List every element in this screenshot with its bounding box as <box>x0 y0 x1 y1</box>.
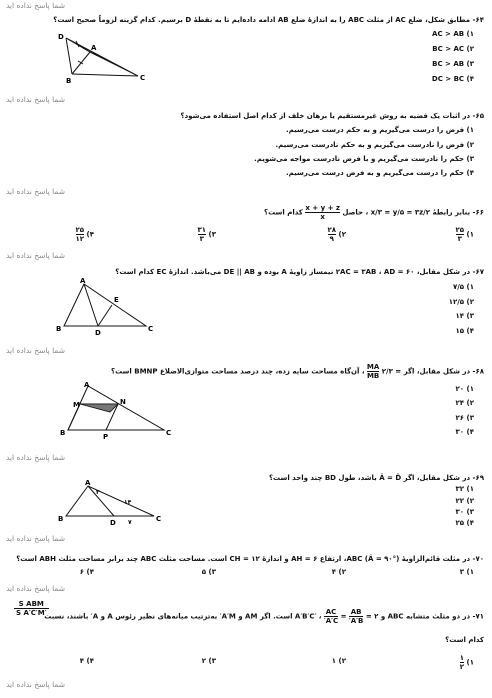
q66-option-1[interactable]: ۱) $\frac{۲۵}{۳}$ <box>455 226 474 243</box>
q65-option-2[interactable]: ۲) فرض را نادرست می‌گیریم و به حکم نادرست می‌رسیم. <box>275 141 474 149</box>
q68-label-c: C <box>166 429 172 437</box>
q69-label-d: D <box>110 519 116 527</box>
q65-option-1[interactable]: ۱) فرض را درست می‌گیریم و به حکم درست می‌رسیم. <box>285 126 474 134</box>
q71-text-pre: ۷۱- در دو مثلث متشابه ABC و A′B′C′ ، <box>294 612 484 621</box>
q71-option-4[interactable]: ۴) ۴ <box>79 657 94 665</box>
no-answer-note: شما پاسخ نداده اید <box>6 1 66 10</box>
q67-label-d: D <box>95 329 101 337</box>
q65-option-4[interactable]: ۴) حکم را درست می‌گیریم و به فرض درست می‌رسیم. <box>285 169 474 177</box>
q66-option-2[interactable]: ۲) $\frac{۲۸}{۹}$ <box>327 226 346 243</box>
q69-option-4[interactable]: ۴) ۲۵ <box>455 519 474 527</box>
q71-option-3[interactable]: ۳) ۲ <box>201 657 216 665</box>
q68-ratio-value: = ۲/۳ <box>381 367 402 376</box>
q68-text-pre: ۶۸- در شکل مقابل، اگر <box>403 367 484 376</box>
q69-option-1[interactable]: ۱) ۳۲ <box>455 485 474 493</box>
no-answer-note: شما پاسخ نداده اید <box>6 95 66 104</box>
question-70-text: ۷۰- در مثلث قائم‌الزاویهٔ ABC (Â = ۹۰°)، ارتفاع AH = ۶ و اندازهٔ CH = ۱۲ است. مساحت مثلث ABC چند برابر مساحت مثلث ABH است؟ <box>16 555 484 563</box>
q68-label-b: B <box>60 429 66 437</box>
q69-triangle-figure <box>58 479 168 528</box>
q67-label-b: B <box>56 325 62 333</box>
no-answer-note: شما پاسخ نداده اید <box>6 534 66 543</box>
q69-label-c: C <box>156 515 162 523</box>
q68-option-3[interactable]: ۳) ۲۶ <box>455 414 474 422</box>
q64-label-b: B <box>66 77 72 85</box>
q64-label-a: A <box>91 44 97 52</box>
q71-ratio-ac: $\frac{AC}{A'C'}$ <box>323 608 339 625</box>
q71-ratio-ab: $\frac{AB}{A'B'}$ <box>348 608 364 625</box>
question-71-text: ۷۱- در دو مثلث متشابه ABC و A′B′C′ ، $\frac{AC}{A'C'}$ = $\frac{AB}{A'B'}$ = ۲ است. اگر AM و A′M′ به‌ترتیب میانه‌های نظیر رئوس A و A′ باشند، نسبت <box>44 608 484 625</box>
q66-relation: x/۳ = y/۵ = ۳z/۲ <box>370 208 431 217</box>
question-67-text: ۶۷- در شکل مقابل، ۶۰ = ۲AC = ۳AB ، AD نیمساز زاویهٔ A بوده و DE || AB می‌باشد. اندازهٔ EC کدام است؟ <box>115 268 484 276</box>
q64-option-1[interactable]: ۱) AC > AB <box>432 30 474 38</box>
q66-text-mid: ، حاصل <box>342 208 369 217</box>
question-69-text: ۶۹- در شکل مقابل، اگر Â = D̂ باشد، طول BD چند واحد است؟ <box>268 474 484 482</box>
q67-label-a: A <box>80 277 86 285</box>
q69-label-14: ۱۴ <box>124 499 132 506</box>
q71-question-tail: کدام است؟ <box>445 636 484 644</box>
q67-label-c: C <box>148 325 154 333</box>
q68-option-4[interactable]: ۴) ۳۰ <box>455 428 474 436</box>
question-65-text: ۶۵- در اثبات یک قضیه به روش غیرمستقیم یا برهان خلف از کدام اصل استفاده می‌شود؟ <box>180 112 484 120</box>
q66-text-post: کدام است؟ <box>264 208 303 217</box>
q66-option-3[interactable]: ۳) $\frac{۳۱}{۳}$ <box>197 226 216 243</box>
q67-option-1[interactable]: ۱) ۷/۵ <box>452 283 474 291</box>
q68-option-1[interactable]: ۱) ۲۰ <box>455 385 474 393</box>
no-answer-note: شما پاسخ نداده اید <box>6 453 66 462</box>
q64-label-c: C <box>140 74 146 82</box>
q70-option-2[interactable]: ۲) ۴ <box>331 568 346 576</box>
q67-option-4[interactable]: ۴) ۱۵ <box>455 327 474 335</box>
q69-label-angle: ۲ <box>96 489 100 496</box>
q71-ratio-value: = ۲ <box>365 612 379 621</box>
q71-option-1[interactable]: ۱) $\frac{۱}{۲}$ <box>459 654 474 671</box>
q64-option-3[interactable]: ۳) BC > AB <box>432 60 474 68</box>
q64-option-4[interactable]: ۴) DC > BC <box>431 75 474 83</box>
q67-option-3[interactable]: ۳) ۱۴ <box>455 312 474 320</box>
q68-label-n: N <box>120 398 126 406</box>
q71-area-ratio: S ABM S A′C′M′ <box>16 600 47 617</box>
question-66-text <box>264 204 484 221</box>
q68-parallelogram-figure <box>60 382 172 444</box>
q67-option-2[interactable]: ۲) ۱۲/۵ <box>448 298 474 306</box>
q69-label-b: B <box>58 515 64 523</box>
q66-option-4[interactable]: ۴) $\frac{۲۵}{۱۲}$ <box>75 226 94 243</box>
q67-triangle-figure <box>56 277 156 337</box>
q64-option-2[interactable]: ۲) BC > AC <box>432 45 474 53</box>
q68-option-2[interactable]: ۲) ۲۴ <box>455 399 474 407</box>
q71-text-post: است. اگر AM و A′M′ به‌ترتیب میانه‌های نظیر رئوس A و A′ باشند، نسبت <box>44 612 293 621</box>
q66-expression: $\frac{x + y + z}{x}$ <box>305 204 340 221</box>
q68-label-p: P <box>103 433 109 441</box>
q68-label-a: A <box>84 381 90 389</box>
q70-option-4[interactable]: ۴) ۶ <box>79 568 94 576</box>
q68-ratio: $\frac{MA}{MB}$ <box>366 363 380 380</box>
q68-label-m: M <box>73 401 80 409</box>
q65-option-3[interactable]: ۳) حکم را نادرست می‌گیریم و با فرض نادرست مواجه می‌شویم. <box>254 155 474 163</box>
no-answer-note: شما پاسخ نداده اید <box>6 680 66 689</box>
no-answer-note: شما پاسخ نداده اید <box>6 187 66 196</box>
q70-option-3[interactable]: ۳) ۵ <box>201 568 216 576</box>
q69-label-a: A <box>85 479 91 487</box>
q66-text-pre: ۶۶- بنابر رابطهٔ <box>432 208 484 217</box>
question-64-text: ۶۴- مطابق شکل، ضلع AC از مثلث ABC را به اندازهٔ ضلع AB ادامه داده‌ایم تا به نقطهٔ D برسیم. کدام گزینه لزوماً صحیح است؟ <box>53 16 484 24</box>
no-answer-note: شما پاسخ نداده اید <box>6 251 66 260</box>
q69-option-3[interactable]: ۳) ۳۰ <box>455 508 474 516</box>
no-answer-note: شما پاسخ نداده اید <box>6 584 66 593</box>
no-answer-note: شما پاسخ نداده اید <box>6 346 66 355</box>
q71-option-2[interactable]: ۲) ۱ <box>331 657 346 665</box>
q64-label-d: D <box>58 33 64 41</box>
q69-option-2[interactable]: ۲) ۲۲ <box>455 497 474 505</box>
question-68-text <box>111 363 484 380</box>
q68-text-post: ، آن‌گاه مساحت سایه زده، چند درصد مساحت متوازی‌الاضلاع BMNP است؟ <box>111 367 365 376</box>
q69-label-7: ۷ <box>128 519 132 526</box>
q67-label-e: E <box>114 296 119 304</box>
q64-triangle-figure <box>58 30 148 85</box>
q70-option-1[interactable]: ۱) ۳ <box>459 568 474 576</box>
